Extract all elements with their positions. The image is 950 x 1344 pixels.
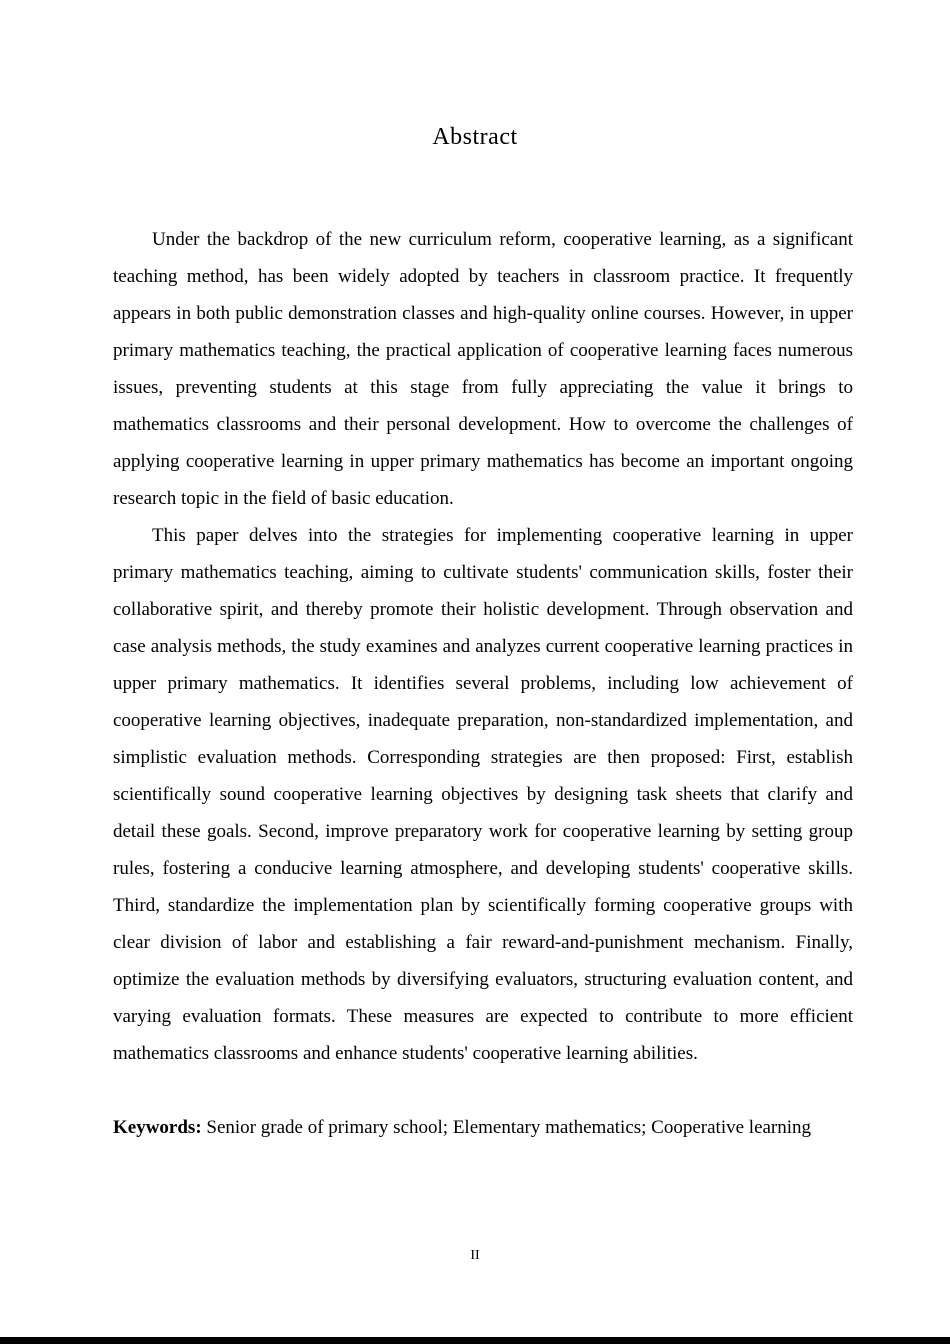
abstract-paragraph-2: This paper delves into the strategies for implementing cooperative learning in upper primary mathematics teaching, aiming to cultivate students' communication skills, foster their collaborative spirit, and thereby promote their holistic development. Through observation and case analysis methods, the study examines and analyzes current cooperative learning practices in upper primary mathematics. It identifies several problems, including low achievement of cooperative learning objectives, inadequate preparation, non-standardized implementation, and simplistic evaluation methods. Corresponding strategies are then proposed: First, establish scientifically sound cooperative learning objectives by designing task sheets that clarify and detail these goals. Second, improve preparatory work for cooperative learning by setting group rules, fostering a conducive learning atmosphere, and developing students' cooperative skills. Third, standardize the implementation plan by scientifically forming cooperative groups with clear division of labor and establishing a fair reward-and-punishment mechanism. Finally, optimize the evaluation methods by diversifying evaluators, structuring evaluation content, and varying evaluation formats. These measures are expected to contribute to more efficient mathematics classrooms and enhance students' cooperative learning abilities. [113, 525, 853, 1064]
keywords-line [113, 1109, 853, 1146]
page-bottom-edge [0, 1337, 950, 1344]
keywords-text: Senior grade of primary school; Elementary mathematics; Cooperative learning [201, 1117, 812, 1138]
page-title: Abstract [432, 124, 518, 150]
abstract-body [113, 221, 853, 1146]
abstract-paragraph-1: Under the backdrop of the new curriculum reform, cooperative learning, as a significant teaching method, has been widely adopted by teachers in classroom practice. It frequently appears in both public demonstration classes and high-quality online courses. However, in upper primary mathematics teaching, the practical application of cooperative learning faces numerous issues, preventing students at this stage from fully appreciating the value it brings to mathematics classrooms and their personal development. How to overcome the challenges of applying cooperative learning in upper primary mathematics has become an important ongoing research topic in the field of basic education. [113, 229, 853, 509]
page-number: II [470, 1248, 480, 1263]
keywords-label: Keywords: [113, 1117, 202, 1138]
